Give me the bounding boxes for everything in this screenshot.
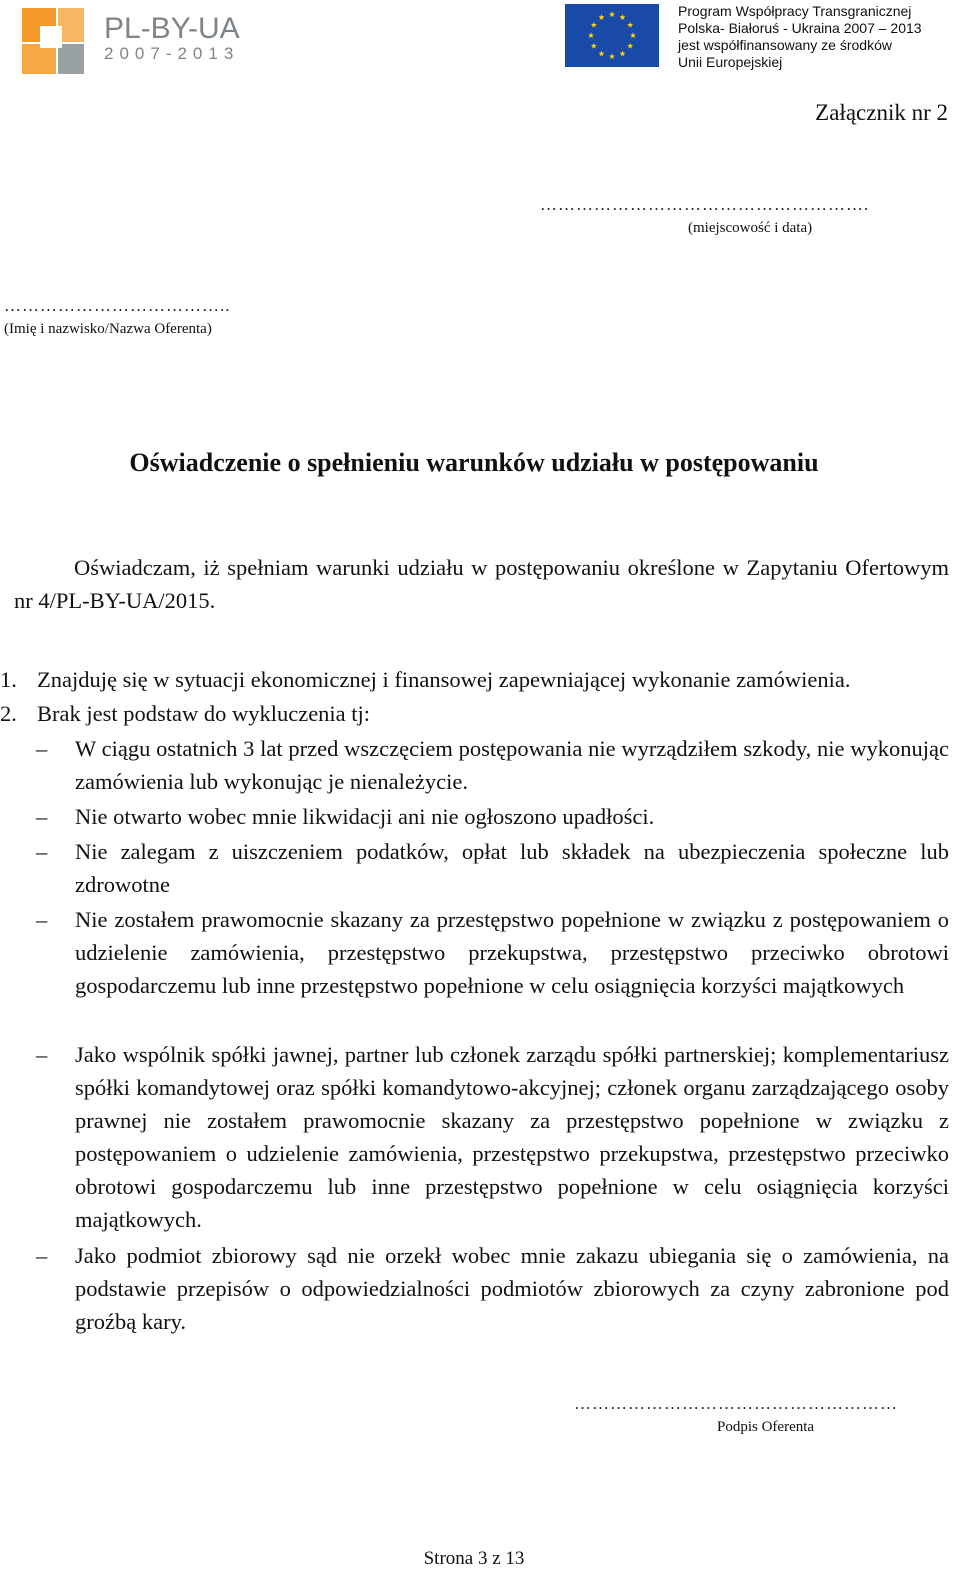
bullet-dash: –	[36, 736, 48, 761]
signature-line: ………………………………………………	[574, 1394, 898, 1413]
logo-years-text: 2007-2013	[104, 44, 240, 63]
bidder-name-label: (Imię i nazwisko/Nazwa Oferenta)	[4, 321, 212, 337]
logo-wordmark	[104, 14, 240, 64]
place-date-label: (miejscowość i data)	[688, 220, 813, 236]
point-text: Brak jest podstaw do wykluczenia tj:	[37, 701, 371, 726]
bullet-dash: –	[36, 804, 48, 829]
program-line: Unii Europejskiej	[678, 54, 783, 70]
logo-main-text: PL-BY-UA	[104, 12, 240, 45]
list-item: Jako podmiot zbiorowy sąd nie orzekł wobec mnie zakazu ubiegania się o zamówienia, na podstawie przepisów o odpowiedzialności podmiotów zbiorowych za czyny zabronione pod groźbą kary.	[75, 1243, 949, 1334]
bidder-name-line: ………………………………..	[4, 296, 231, 315]
list-item: W ciągu ostatnich 3 lat przed wszczęciem postępowania nie wyrządziłem szkody, nie wykonując zamówienia lub wykonując je nienależycie.	[75, 736, 949, 794]
intro-paragraph: Oświadczam, iż spełniam warunki udziału w postępowaniu określone w Zapytaniu Ofertowym nr 4/PL-BY-UA/2015.	[14, 555, 949, 613]
list-item: Nie zostałem prawomocnie skazany za przestępstwo popełnione w związku z postępowaniem o udzielenie zamówienia, przestępstwo przekupstwa, przestępstwo przeciwko obrotowi gospodarczemu lub inne przestępstwo popełnione w celu osiągnięcia korzyści majątkowych	[75, 907, 949, 998]
program-line: jest współfinansowany ze środków	[678, 37, 892, 53]
attachment-label: Załącznik nr 2	[815, 100, 948, 125]
bullet-dash: –	[36, 1243, 48, 1268]
eu-flag-icon	[565, 4, 659, 67]
program-line: Program Współpracy Transgranicznej	[678, 3, 912, 19]
list-item: Nie otwarto wobec mnie likwidacji ani nie ogłoszono upadłości.	[75, 804, 655, 829]
bullet-dash: –	[36, 1042, 48, 1067]
point-number: 1.	[0, 667, 17, 692]
list-item: Jako wspólnik spółki jawnej, partner lub członek zarządu spółki partnerskiej; komplementariusz spółki komandytowej oraz spółki komandytowo-akcyjnej; członek organu zarządzającego osoby prawnej nie zostałem prawomocnie skazany za przestępstwo popełnione w związku z postępowaniem o udzielenie zamówienia, przestępstwo przekupstwa, przestępstwo przeciwko obrotowi gospodarczemu lub inne przestępstwo popełnione w celu osiągnięcia korzyści majątkowych.	[75, 1042, 949, 1232]
document-title: Oświadczenie o spełnieniu warunków udziału w postępowaniu	[129, 448, 819, 477]
signature-label: Podpis Oferenta	[717, 1419, 815, 1435]
bullet-dash: –	[36, 839, 48, 864]
program-line: Polska- Białoruś - Ukraina 2007 – 2013	[678, 20, 922, 36]
bullet-dash: –	[36, 907, 48, 932]
list-item: Nie zalegam z uiszczeniem podatków, opłat lub składek na ubezpieczenia społeczne lub zdrowotne	[75, 839, 949, 897]
point-text: Znajduję się w sytuacji ekonomicznej i finansowej zapewniającej wykonanie zamówienia.	[37, 667, 851, 692]
point-number: 2.	[0, 701, 17, 726]
place-date-line: ……………………………………………….	[540, 195, 870, 214]
program-info	[678, 3, 958, 71]
page-number: Strona 3 z 13	[423, 1548, 525, 1569]
